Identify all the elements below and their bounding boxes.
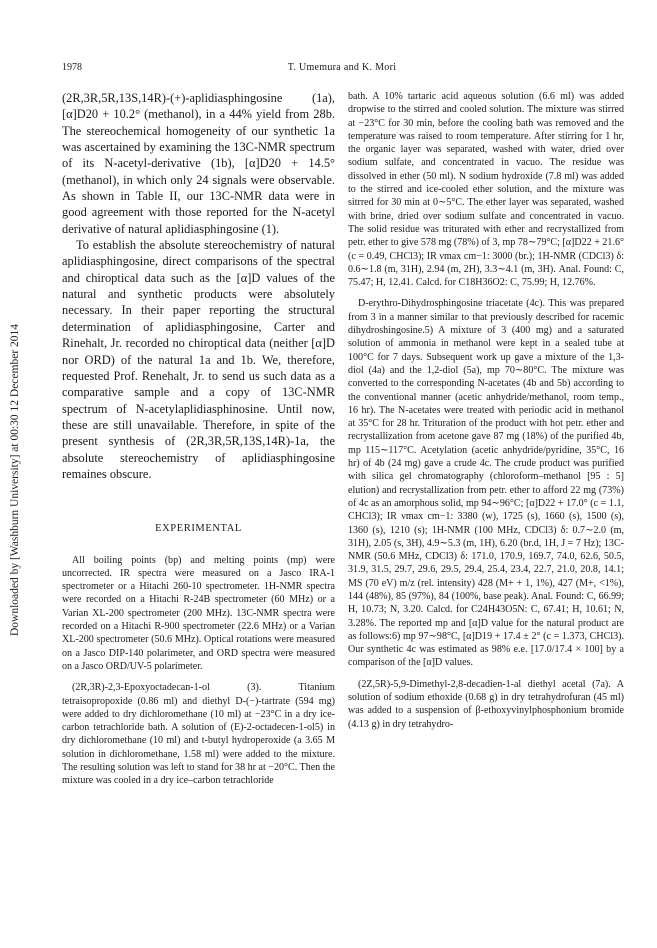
right-column (348, 90, 624, 731)
download-watermark (3, 200, 27, 760)
compound-3-procedure-continued: bath. A 10% tartaric acid aqueous solution (6.6 ml) was added dropwise to the stirred and cooled solution. The mixture was stirred at −23°C for 30 min, before the cooling bath was removed and the temperature was raised to room temperature. After stirring for 1 hr, the organic layer was separated, washed with water, dried over sodium sulfate, and concentrated in vacuo. The residue was dissolved in ether (50 ml). N sodium hydroxide (7.8 ml) was added to the stirred and ice-cooled ether solution, and the mixture was sitrred for 30 min at 0∼5°C. The ether layer was separated, washed with brine, dried over sodium sulfate and concentrated in vacuo. The solid residue was triturated with ether and recrystallized from petr. ether to give 578 mg (78%) of 3, mp 78∼79°C; [α]D22 + 21.6° (c = 0.49, CHCl3); IR νmax cm−1: 3000 (br.); 1H-NMR (CDCl3) δ: 0.6∼1.8 (m, 31H), 2.94 (m, 2H), 3.3∼4.1 (m, 3H). Anal. Found: C, 75.47; H, 12.41. Calcd. for C18H36O2: C, 75.99; H, 12.76%. (348, 91, 624, 289)
stereochemistry-paragraph: To establish the absolute stereochemistry of natural aplidiasphingosine, direct comparisons of the spectral and chiroptical data such as the [α]D values of the natural and synthetic products were absolutely necessary. In their paper reporting the structural determination of aplidiasphingosine, Carter and Rinehalt, Jr. recorded no chiroptical data (neither [α]D nor ORD) of the natural 1a and 1b. We, therefore, requested Prof. Renehalt, Jr. to send us such data as a comparative sample and a copy of 13C-NMR spectrum of N-acetylaplidiasphinosine. Until now, these are still unavailable. Therefore, in spite of the present synthesis of (2R,3R,5R,13S,14R)-1a, the absolute stereochemistry of aplidiasphingosine remaines obscure. (62, 238, 335, 481)
compound-4c-procedure: D-erythro-Dihydrosphingosine triacetate (4c). This was prepared from 3 in a manner similar to that previously described for racemic dihydroshingosine.5) A mixture of 3 (400 mg) and a saturated solution of ammonia in methanol were kept in a sealed tube at 100°C for 7 days. Subsequent work up gave a mixture of the 1,3-diol (4a) and the 1,2-diol (5a), mp 70∼80°C. The mixture was converted to the corresponding N-acetates (4b and 5b) according to the conventional manner (acetic anhydride/methanol, room temp., 16 hr). The N-acetates were treated with periodic acid in methanol at 35°C for 28 hr. Trituration of the product with hot petr. ether and recrystallization from acetone gave 87 mg (18%) of the purified 4b, mp 115∼117°C. Acetylation (acetic anhydride/pyridine, 35°C, 16 hr) of 4b (24 mg) gave a crude 4c. The crude product was purified with silica gel chromatography (chloroform–methanol [95 : 5] elution) and recrystallization from petr. ether to afford 22 mg (73%) of 4c as an amorphous solid, mp 94∼96°C; [α]D22 + 17.0° (c = 1.1, CHCl3); IR νmax cm−1: 3380 (w), 1725 (s), 1660 (s), 1500 (s), 1360 (s), 1210 (s); 1H-NMR (100 MHz, CDCl3) δ: 0.7∼2.0 (m, 31H), 2.05 (s, 3H), 4.9∼5.3 (m, 1H), 6.20 (br.d, 1H, J = 7 Hz); 13C-NMR (50.6 MHz, CDCl3) δ: 171.0, 170.9, 169.7, 74.0, 62.6, 50.5, 31.9, 31.5, 29.7, 29.6, 29.5, 29.4, 25.4, 23.4, 22.7, 21.0, 20.8, 14.1; MS (70 eV) m/z (rel. intensity) 428 (M+ + 1, 1%), 427 (M+, <1%), 144 (48%), 85 (97%), 84 (100%, base peak). Anal. Found: C, 66.99; H, 10.73; N, 3.20. Calcd. for C24H43O5N: C, 67.41; H, 10.61; N, 3.28%. The reported mp and [α]D value for the natural product are as follows:6) mp 97∼98°C, [α]D19 + 17.4 ± 2° (c = 1.373, CHCl3). Our synthetic 4c was estimated as 98% e.e. [17.0/17.4 × 100] by a comparison of the [α]D values. (348, 298, 624, 669)
compound-3-procedure: (2R,3R)-2,3-Epoxyoctadecan-1-ol (3). Titanium tetraisopropoxide (0.86 ml) and diethyl D-(−)-tartrate (594 mg) were added to dry dichloromethane (10 ml) at −23°C in a dry ice-carbon tetrachloride bath. A solution of (E)-2-octadecen-1-ol5) in dry dichloromethane (10 ml) and t-butyl hydroperoxide (a 3.65 M solution in dichloromethane, 1.58 ml) were added to the mixture. The resulting solution was left to stand for 38 hr at −20°C. Then the mixture was cooled in a dry ice–carbon tetrachloride (62, 682, 335, 787)
results-paragraph: (2R,3R,5R,13S,14R)-(+)-aplidiasphingosine (1a), [α]D20 + 10.2° (methanol), in a 44% yield from 28b. The stereochemical homogeneity of our synthetic 1a was ascertained by examining the 13C-NMR spectrum of its N-acetyl-derivative (1b), [α]D20 + 14.5° (methanol), in which only 24 signals were observable. As shown in Table II, our 13C-NMR data were in good agreement with those reported for the N-acetyl derivative of natural aplidiasphingosine (1). (62, 91, 335, 236)
section-heading-experimental: EXPERIMENTAL (155, 523, 242, 535)
running-head: T. Umemura and K. Mori (287, 62, 397, 73)
general-methods-paragraph: All boiling points (bp) and melting points (mp) were uncorrected. IR spectra were measured on a Jasco IRA-1 spectrometer or a Hitachi 260-10 spectrometer. 1H-NMR spectra were recorded on a Hitachi R-24B spectrometer (60 MHz) or a Varian XL-200 spectrometer (200 MHz). 13C-NMR spectra were recorded on a Hitachi R-900 spectrometer (22.6 MHz) or a Varian XL-200 spectrometer (50.6 MHz). Optical rotations were measured on a Jasco DIP-140 polarimeter, and ORD spectra were measured on a Jasco ORD/UV-5 polarimeter. (62, 554, 335, 672)
page-header (62, 62, 622, 78)
compound-7a-procedure: (2Z,5R)-5,9-Dimethyl-2,8-decadien-1-al diethyl acetal (7a). A solution of sodium ethoxide (0.68 g) in dry tetrahydrofuran (45 ml) was added to a suspension of β-ethoxyvinylphosphonium bromide (4.13 g) in dry tetrahydro- (348, 678, 624, 730)
download-note: Downloaded by [Washburn University] at 00:30 12 December 2014 (9, 323, 21, 637)
page-number: 1978 (62, 62, 82, 73)
left-column (62, 90, 335, 788)
